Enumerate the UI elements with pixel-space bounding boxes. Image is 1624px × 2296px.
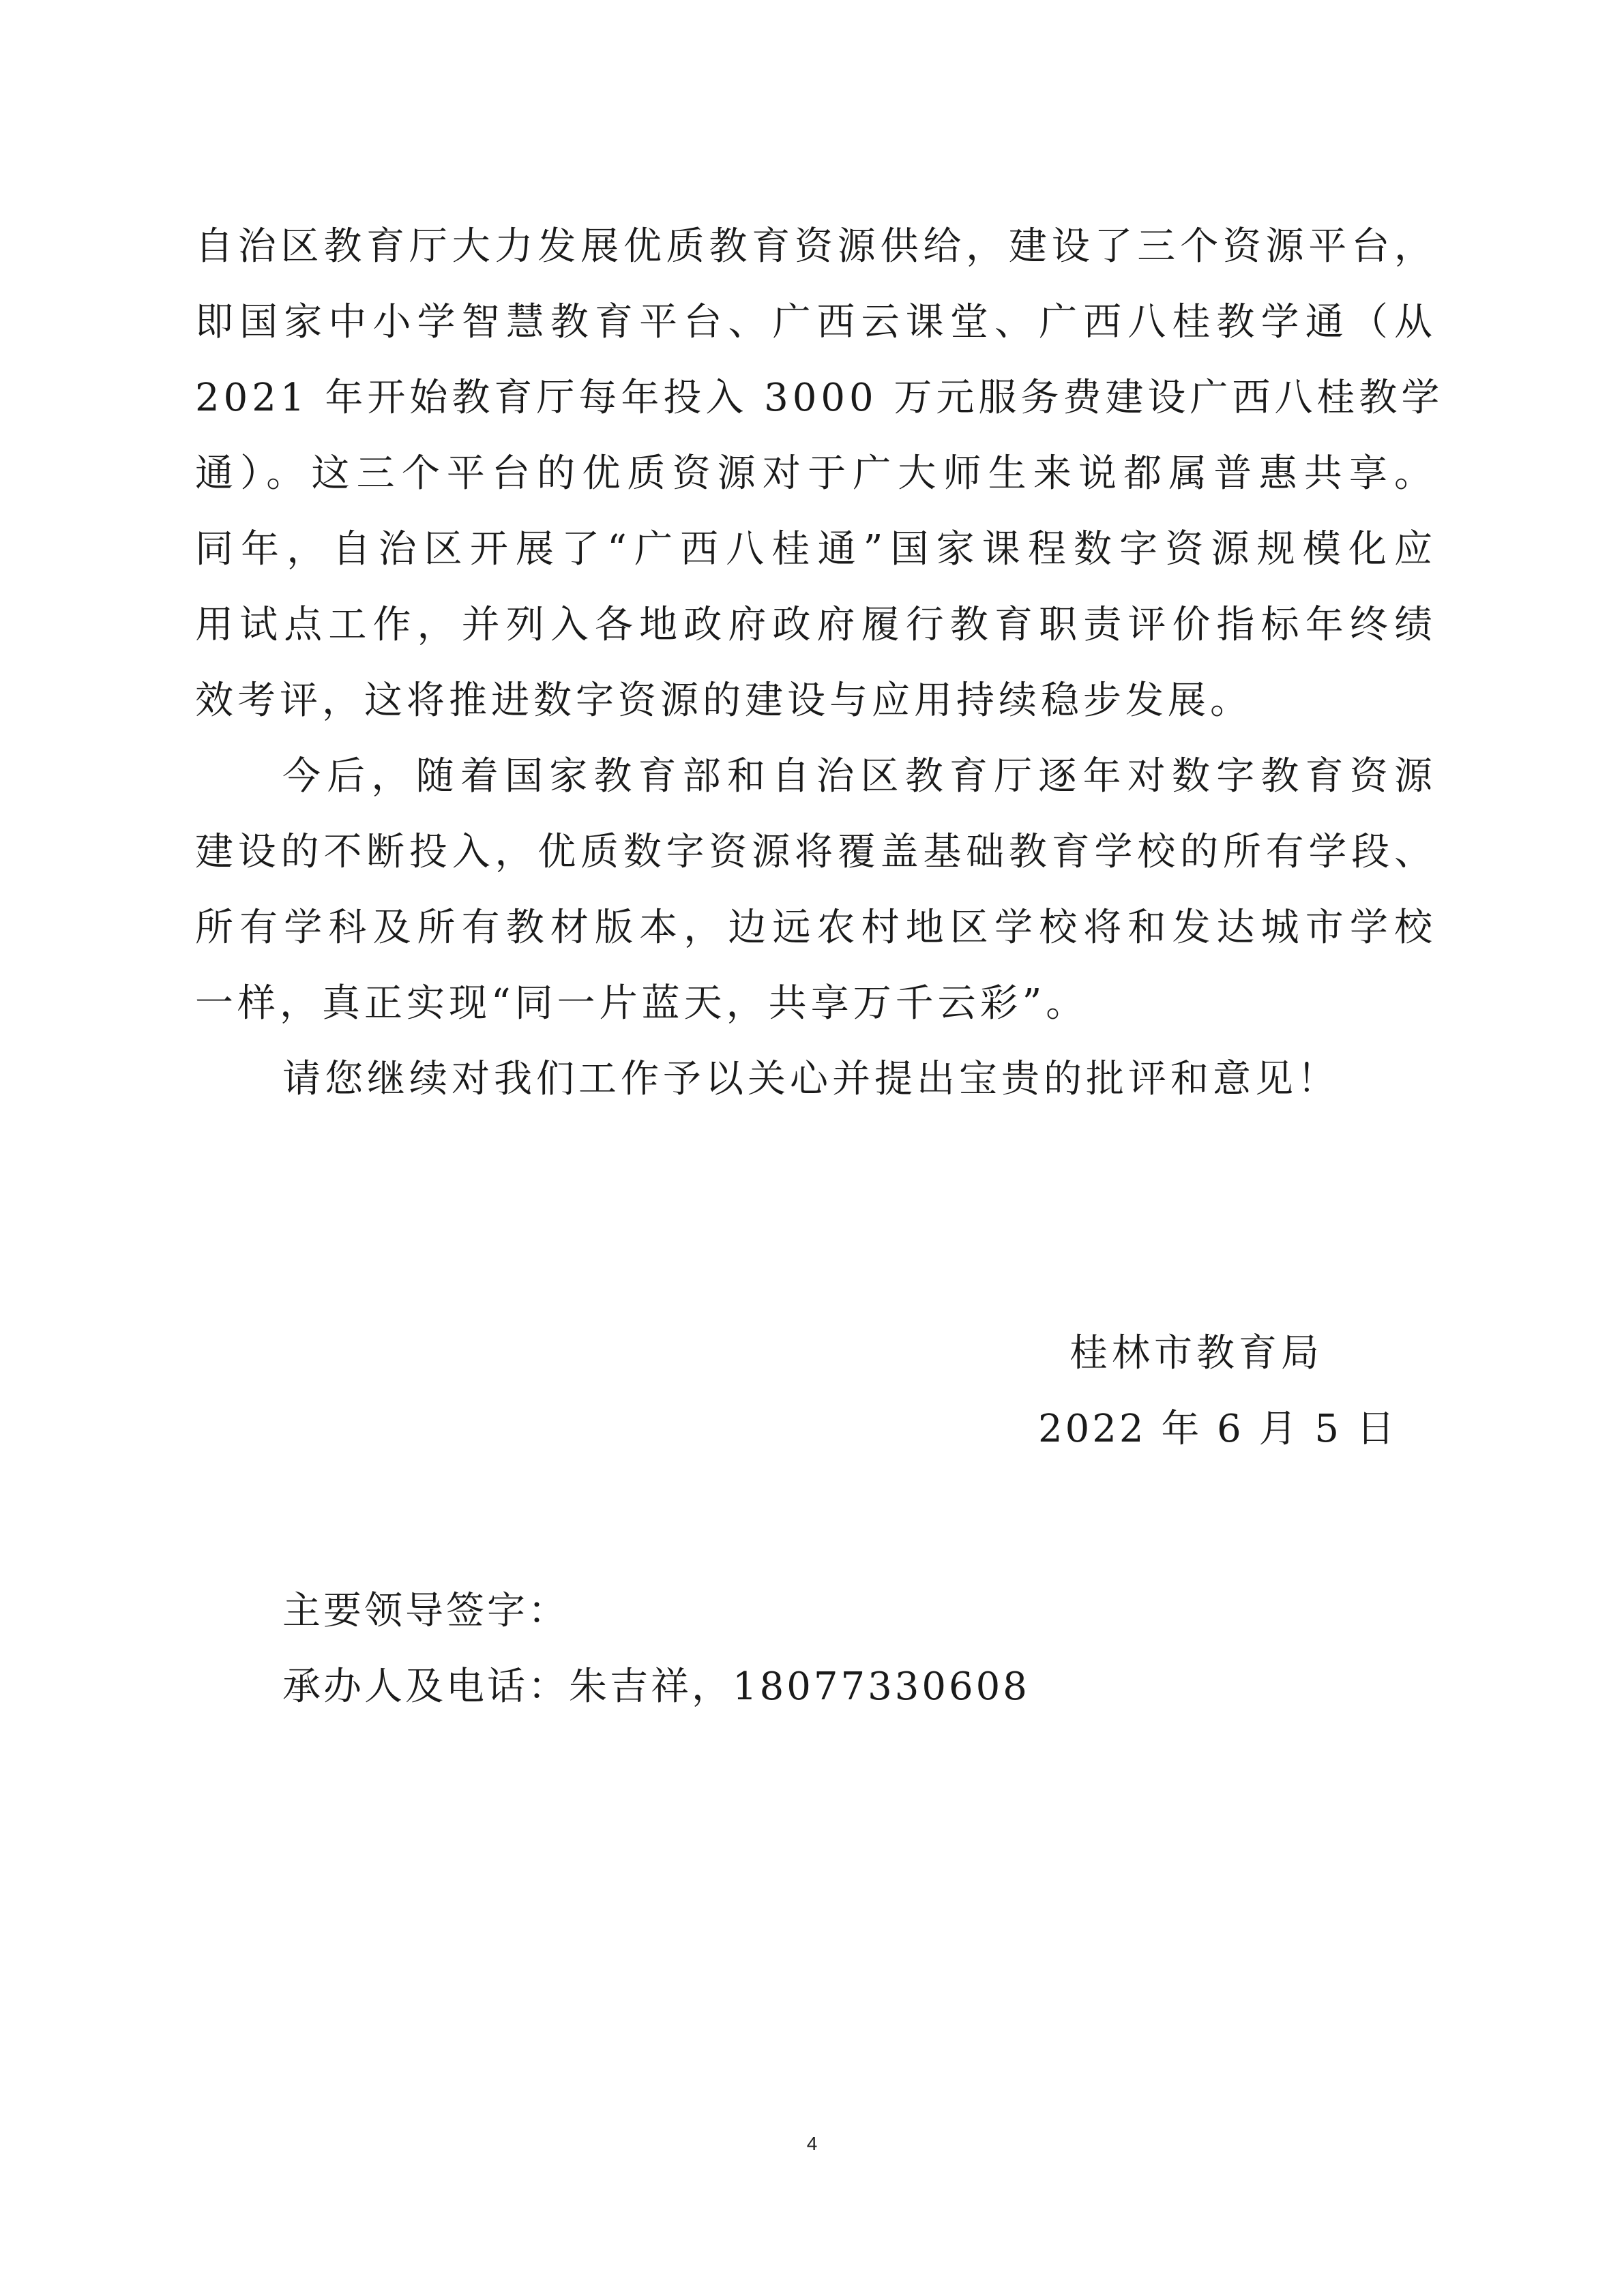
handler-contact: 承办人及电话：朱吉祥，18077330608 bbox=[282, 1665, 1030, 1709]
paragraph-line: 用试点工作，并列入各地政府政府履行教育职责评价指标年终绩 bbox=[195, 603, 1436, 647]
paragraph-line: 即国家中小学智慧教育平台、广西云课堂、广西八桂教学通（从 bbox=[195, 300, 1436, 344]
paragraph-line: 自治区教育厅大力发展优质教育资源供给，建设了三个资源平台， bbox=[195, 224, 1436, 269]
paragraph-line: 通）。这三个平台的优质资源对于广大师生来说都属普惠共享。 bbox=[195, 451, 1436, 496]
paragraph-line: 请您继续对我们工作予以关心并提出宝贵的批评和意见！ bbox=[282, 1057, 1340, 1101]
paragraph-line: 同年，自治区开展了“广西八桂通”国家课程数字资源规模化应 bbox=[195, 527, 1436, 571]
paragraph-line: 效考评，这将推进数字资源的建设与应用持续稳步发展。 bbox=[195, 679, 1252, 723]
paragraph-line: 一样，真正实现“同一片蓝天，共享万千云彩”。 bbox=[195, 981, 1089, 1026]
paragraph-line: 建设的不断投入，优质数字资源将覆盖基础教育学校的所有学段、 bbox=[195, 830, 1436, 874]
paragraph-line: 所有学科及所有教材版本，边远农村地区学校将和发达城市学校 bbox=[195, 906, 1436, 950]
page-number: 4 bbox=[806, 2133, 818, 2154]
leader-signature-label: 主要领导签字： bbox=[282, 1589, 569, 1633]
signing-organization: 桂林市教育局 bbox=[1069, 1331, 1323, 1375]
paragraph-line: 2021 年开始教育厅每年投入 3000 万元服务费建设广西八桂教学 bbox=[195, 376, 1444, 420]
paragraph-line: 今后，随着国家教育部和自治区教育厅逐年对数字教育资源 bbox=[282, 754, 1436, 799]
signing-date: 2022 年 6 月 5 日 bbox=[1038, 1407, 1398, 1451]
